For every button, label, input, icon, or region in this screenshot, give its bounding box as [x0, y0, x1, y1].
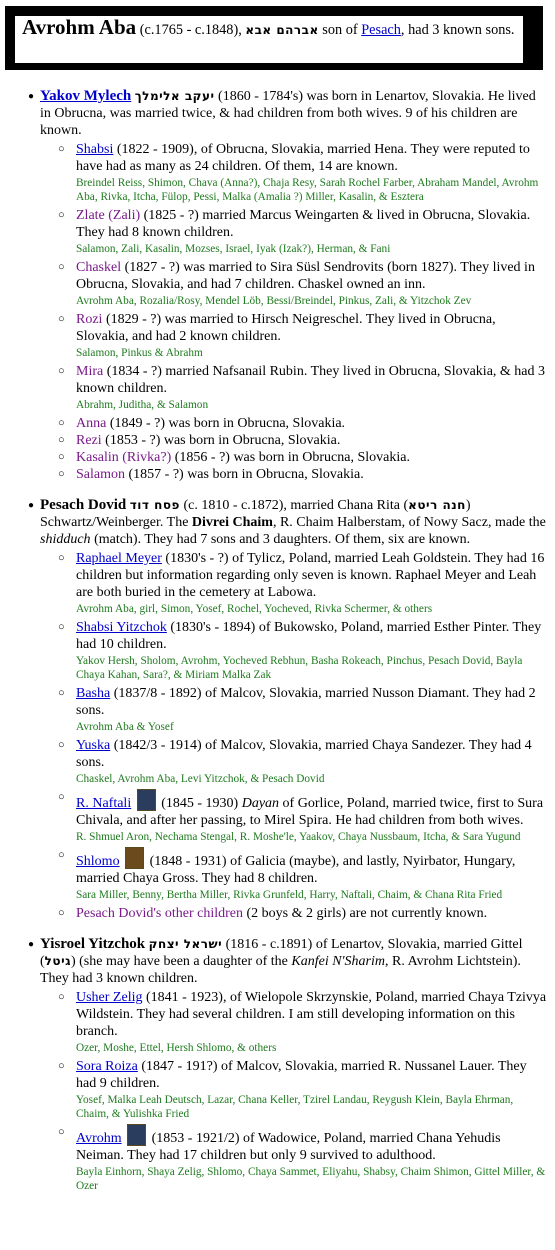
dayan-term: Dayan [241, 796, 280, 811]
son-text: (c. 1810 - c.1872), married Chana Rita ( [179, 498, 409, 513]
child-link-shabsi[interactable]: Shabsi [76, 142, 114, 157]
child-text: (1848 - 1931) of Galicia (maybe), and lastly, Nyirbator, Hungary, married Chaya Gross. They had 8 children. [76, 854, 516, 886]
child-item [36, 415, 548, 432]
son-text: (match). They had 7 sons and 3 daughters. Of them, six are known. [90, 532, 471, 547]
child-link-sora-roiza[interactable]: Sora Roiza [76, 1059, 138, 1074]
child-text: (1853 - ?) was born in Obrucna, Slovakia. [101, 433, 341, 448]
portrait-photo[interactable] [127, 1124, 146, 1146]
son-yisroel-yitzchok [0, 936, 548, 1193]
child-item [36, 449, 548, 466]
child-item [36, 141, 548, 204]
wife-hebrew: חנה ריטא [408, 498, 466, 512]
child-item [36, 847, 548, 902]
sons-list [0, 88, 548, 1207]
son-name-pesach-dovid: Pesach Dovid [40, 497, 127, 513]
child-text: (1830's - ?) of Tylicz, Poland, married Leah Goldstein. They had 16 children but information regarding only seven is known. Raphael Meyer and Leah are both buried in the cemetery at Labowa. [76, 551, 545, 600]
children-list [40, 989, 548, 1193]
son-text: , R. Chaim Halberstam, of Nowy Sacz, made the [272, 515, 546, 530]
child-text: (1837/8 - 1892) of Malcov, Slovakia, married Nusson Diamant. They had 2 sons. [76, 686, 536, 718]
child-text: (1849 - ?) was born in Obrucna, Slovakia. [106, 416, 346, 431]
son-yakov-mylech [0, 88, 548, 483]
son-text: , R. Avrohm Lichtstein). They had 3 known children. [40, 954, 521, 986]
child-link-yuska[interactable]: Yuska [76, 738, 111, 753]
grandchildren-list: Bayla Einhorn, Shaya Zelig, Shlomo, Chaya Sammet, Eliyahu, Shabsy, Chaim Shimon, Gittel Miller, & Ozer [76, 1166, 546, 1192]
child-item [36, 363, 548, 412]
grandchildren-list: Salamon, Pinkus & Abrahm [76, 347, 203, 359]
book-title: Kanfei N'Sharim [291, 954, 386, 969]
portrait-photo[interactable] [125, 847, 144, 869]
child-item [36, 905, 548, 922]
father-link[interactable]: Pesach [361, 22, 401, 38]
header-box [15, 16, 523, 63]
child-item [36, 1124, 548, 1193]
child-text: (1847 - 191?) of Malcov, Slovakia, married R. Nussanel Lauer. They had 9 children. [76, 1059, 527, 1091]
child-text: (1830's - 1894) of Bukowsko, Poland, married Esther Pinter. They had 10 children. [76, 620, 542, 652]
child-name-salamon: Salamon [76, 467, 125, 482]
child-link-avrohm[interactable]: Avrohm [76, 1131, 122, 1146]
child-link-basha[interactable]: Basha [76, 686, 111, 701]
son-text: ) (she may have been a daughter of the [70, 954, 292, 969]
child-item [36, 550, 548, 616]
child-name-other-children: Pesach Dovid's other children [76, 906, 243, 921]
header-sons-count: , had 3 known sons. [400, 22, 515, 38]
child-item [36, 789, 548, 844]
child-link-r-naftali[interactable]: R. Naftali [76, 796, 132, 811]
child-item [36, 259, 548, 308]
child-item [36, 432, 548, 449]
grandchildren-list: Avrohm Aba & Yosef [76, 721, 174, 733]
children-list [40, 141, 548, 483]
child-item [36, 737, 548, 786]
child-text: (2 boys & 2 girls) are not currently known. [242, 906, 488, 921]
child-text: (1856 - ?) was born in Obrucna, Slovakia. [171, 450, 410, 465]
child-text: (1842/3 - 1914) of Malcov, Slovakia, married Chaya Sandezer. They had 4 sons. [76, 738, 532, 770]
portrait-photo[interactable] [137, 789, 156, 811]
son-name-yisroel-yitzchok: Yisroel Yitzchok [40, 936, 146, 952]
child-item [36, 1058, 548, 1121]
grandchildren-list: R. Shmuel Aron, Nechama Stengal, R. Moshe'le, Yaakov, Chaya Nussbaum, Itcha, & Sara Yugund [76, 831, 521, 843]
child-text: (1834 - ?) married Nafsanail Rubin. They lived in Obrucna, Slovakia, & had 3 known children. [76, 364, 546, 396]
child-link-shlomo[interactable]: Shlomo [76, 854, 120, 869]
child-text: (1827 - ?) was married to Sira Süsl Sendrovits (born 1827). They lived in Obrucna, Slovakia, and had 7 children. Chaskel owned an inn. [76, 260, 535, 292]
grandchildren-list: Abrahm, Juditha, & Salamon [76, 399, 209, 411]
child-name-rozi: Rozi [76, 312, 103, 327]
son-hebrew-yisroel-yitzchok: ישראל יצחק [148, 937, 223, 951]
child-item [36, 207, 548, 256]
son-text: (1816 - c.1891) of Lenartov, Slovakia, married Gittel ( [40, 937, 523, 969]
child-text: (1845 - 1930) [157, 796, 242, 811]
child-link-usher-zelig[interactable]: Usher Zelig [76, 990, 143, 1005]
child-link-shabsi-yitzchok[interactable]: Shabsi Yitzchok [76, 620, 167, 635]
child-text: (1822 - 1909), of Obrucna, Slovakia, married Hena. They were reputed to have had as many as 24 children. Of them, 14 are known. [76, 142, 530, 174]
child-name-kasalin: Kasalin (Rivka?) [76, 450, 172, 465]
child-text: (1853 - 1921/2) of Wadowice, Poland, married Chana Yehudis Neiman. They had 17 children but only 9 survived to adulthood. [76, 1131, 501, 1163]
header-name: Avrohm Aba [22, 15, 137, 39]
son-text: ) Schwartz/Weinberger. The [40, 498, 471, 530]
child-name-chaskel: Chaskel [76, 260, 122, 275]
grandchildren-list: Yosef, Malka Leah Deutsch, Lazar, Chana Keller, Tzirel Landau, Reygush Klein, Bayla Ehrman, Chaim, & Yulishka Fried [76, 1094, 514, 1120]
son-pesach-dovid [0, 497, 548, 922]
child-link-raphael-meyer[interactable]: Raphael Meyer [76, 551, 162, 566]
son-link-yakov-mylech[interactable]: Yakov Mylech [40, 88, 132, 104]
child-item [36, 989, 548, 1055]
grandchildren-list: Ozer, Moshe, Ettel, Hersh Shlomo, & others [76, 1042, 277, 1054]
wife-hebrew: גיטל [44, 954, 71, 968]
child-text: (1829 - ?) was married to Hirsch Neigreschel. They lived in Obrucna, Slovakia, and had 2 known children. [76, 312, 496, 344]
header-hebrew: אברהם אבא [245, 23, 319, 37]
header-son-of: son of [318, 22, 362, 38]
child-item [36, 311, 548, 360]
child-text: (1841 - 1923), of Wielopole Skrzynskie, Poland, married Chaya Tzivya Wildstein. They had several children. I am still developing information on this branch. [76, 990, 547, 1039]
child-item [36, 685, 548, 734]
child-text: (1825 - ?) married Marcus Weingarten & lived in Obrucna, Slovakia. They had 8 known children. [76, 208, 531, 240]
header-dates: (c.1765 - c.1848), [136, 22, 246, 38]
child-name-anna: Anna [76, 416, 107, 431]
son-hebrew-pesach-dovid: פסח דוד [129, 498, 180, 512]
son-hebrew-yakov-mylech: יעקב אלימלך [134, 89, 215, 103]
grandchildren-list: Salamon, Zali, Kasalin, Mozses, Israel, Iyak (Izak?), Herman, & Fani [76, 243, 391, 255]
child-item [36, 466, 548, 483]
grandchildren-list: Breindel Reiss, Shimon, Chava (Anna?), Chaja Resy, Sarah Rochel Farber, Abraham Mandel, Avrohm Aba, Rivka, Itcha, Fülop, Pessi, Malka (Amalia ?) Miller, Kasalin, & Esztera [76, 177, 539, 203]
child-name-zlate: Zlate (Zali) [76, 208, 141, 223]
child-text: of Gorlice, Poland, married twice, first to Sura Chivala, and after her passing, to Mirel Spira. He had children from both wives. [76, 796, 544, 828]
grandchildren-list: Sara Miller, Benny, Bertha Miller, Rivka Grunfeld, Harry, Naftali, Chaim, & Chana Rita Fried [76, 889, 503, 901]
children-list [40, 550, 548, 922]
son-text: (1784 - 1860's) was born in Lenartov, Slovakia. He lived in Obrucna, was married twice, & had children from both wives. 9 of his children are known. [40, 89, 536, 138]
grandchildren-list: Chaskel, Avrohm Aba, Levi Yitzchok, & Pesach Dovid [76, 773, 325, 785]
shidduch-term: shidduch [40, 532, 91, 547]
child-text: (1857 - ?) was born in Obrucna, Slovakia. [125, 467, 364, 482]
grandchildren-list: Avrohm Aba, Rozalia/Rosy, Mendel Löb, Bessi/Breindel, Pinkus, Zali, & Yitzchok Zev [76, 295, 472, 307]
grandchildren-list: Avrohm Aba, girl, Simon, Yosef, Rochel, Yocheved, Rivka Schermer, & others [76, 603, 433, 615]
child-name-mira: Mira [76, 364, 104, 379]
grandchildren-list: Yakov Hersh, Sholom, Avrohm, Yocheved Rebhun, Basha Rokeach, Pinchus, Pesach Dovid, Bayla Chaya Kahan, Sara?, & Miriam Malka Zak [76, 655, 523, 681]
rebbe-title: Divrei Chaim [191, 515, 273, 530]
header-frame [5, 6, 543, 70]
child-name-rezi: Rezi [76, 433, 102, 448]
child-item [36, 619, 548, 682]
